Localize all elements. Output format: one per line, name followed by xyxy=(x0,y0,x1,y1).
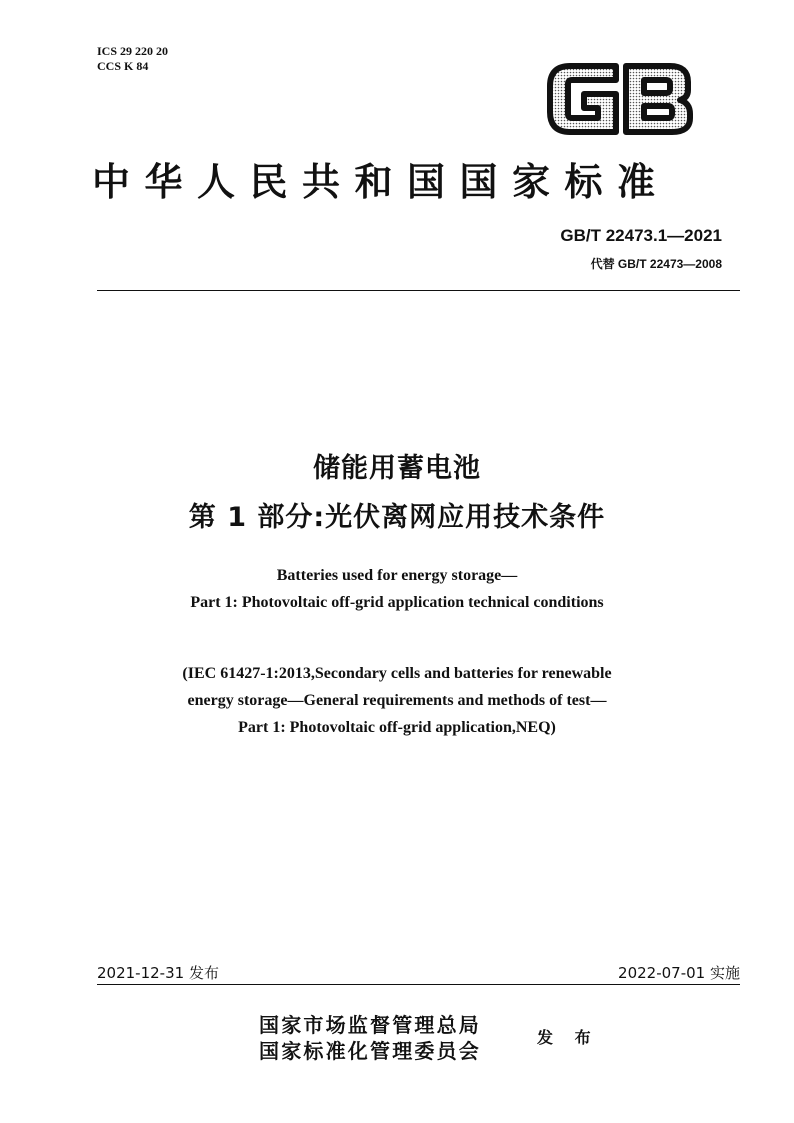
english-title-line-2: Part 1: Photovoltaic off-grid application technical conditions xyxy=(190,594,604,611)
gb-logo-text: GB xyxy=(542,56,544,57)
publish-label: 发 布 xyxy=(537,1028,599,1047)
header-divider xyxy=(97,290,740,291)
standard-number: GB/T 22473.1—2021 xyxy=(560,226,722,245)
footer-divider xyxy=(97,984,740,985)
issue-date: 2021-12-31 发布 xyxy=(97,964,219,982)
classification-codes xyxy=(97,44,168,74)
adoption-line-3: Part 1: Photovoltaic off-grid application,NEQ) xyxy=(238,719,556,736)
issuer-samr: 国家市场监督管理总局 xyxy=(259,1013,481,1037)
ccs-code: CCS K 84 xyxy=(97,59,149,73)
english-title-line-1: Batteries used for energy storage— xyxy=(276,567,518,584)
chinese-title-line-1: 储能用蓄电池 xyxy=(313,453,481,484)
replaces-standard: 代替 GB/T 22473—2008 xyxy=(590,257,722,271)
adoption-line-2: energy storage—General requirements and methods of test— xyxy=(187,692,607,709)
chinese-title-line-2: 第 1 部分:光伏离网应用技术条件 xyxy=(188,502,606,533)
issuer-sac: 国家标准化管理委员会 xyxy=(259,1039,481,1063)
adoption-line-1: (IEC 61427-1:2013,Secondary cells and batteries for renewable xyxy=(182,665,612,682)
national-standard-title: 中华人民共和国国家标准 xyxy=(92,160,670,204)
issuing-authorities xyxy=(259,1012,481,1064)
implementation-date: 2022-07-01 实施 xyxy=(618,964,740,982)
ics-code: ICS 29 220 20 xyxy=(97,44,169,58)
gb-logo xyxy=(542,56,698,142)
